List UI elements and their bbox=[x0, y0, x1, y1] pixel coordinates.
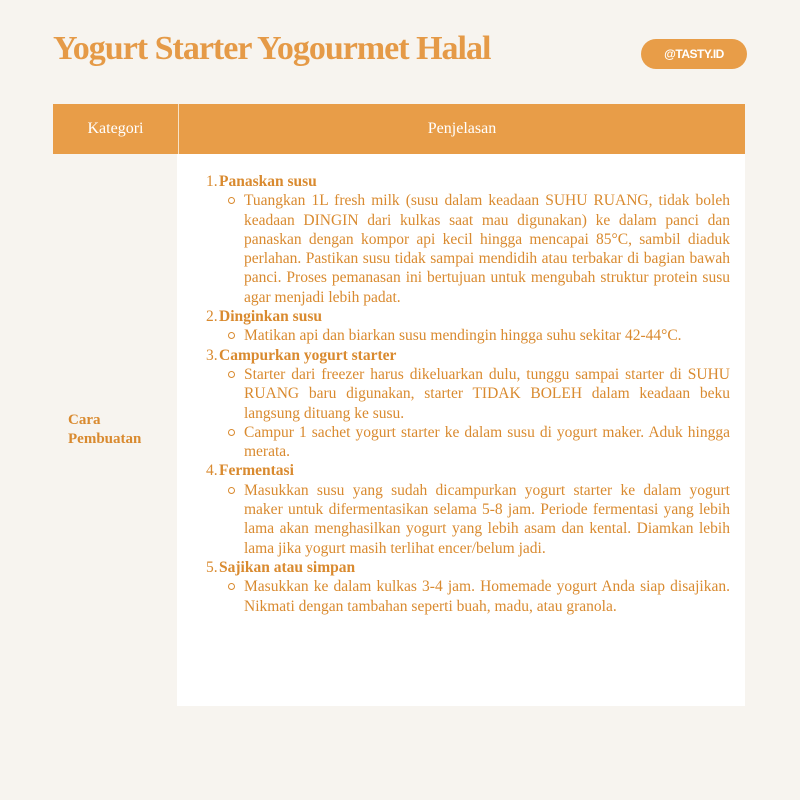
step-bullet bbox=[206, 423, 730, 462]
step-bullet bbox=[206, 481, 730, 558]
step bbox=[206, 558, 730, 616]
step-number: 2. bbox=[206, 308, 218, 326]
header-kategori: Kategori bbox=[53, 104, 179, 154]
brand-badge: @TASTY.ID bbox=[641, 39, 747, 69]
bullet-text: Masukkan susu yang sudah dicampurkan yogurt starter ke dalam yogurt maker untuk difermentasikan selama 5-8 jam. Periode fermentasi yang lebih lama akan menghasilkan yogurt yang lebih asam dan kental. Diamkan lebih lama jika yogurt masih terlihat encer/belum jadi. bbox=[244, 481, 730, 557]
step-title-text: Fermentasi bbox=[219, 462, 294, 480]
step-title-text: Dinginkan susu bbox=[219, 308, 322, 326]
step-title bbox=[206, 346, 730, 365]
step-title bbox=[206, 461, 730, 480]
table-row bbox=[53, 154, 745, 706]
bullet-text: Matikan api dan biarkan susu mendingin hingga suhu sekitar 42-44°C. bbox=[244, 327, 682, 345]
step-number: 4. bbox=[206, 462, 218, 480]
step-number: 5. bbox=[206, 558, 218, 576]
recipe-table bbox=[53, 104, 745, 706]
step bbox=[206, 461, 730, 557]
page-title: Yogurt Starter Yogourmet Halal bbox=[53, 30, 491, 67]
bullet-icon bbox=[228, 429, 235, 436]
step-title-text: Sajikan atau simpan bbox=[219, 558, 356, 576]
bullet-icon bbox=[228, 197, 235, 204]
step-number: 1. bbox=[206, 173, 218, 190]
bullet-text: Starter dari freezer harus dikeluarkan dulu, tunggu sampai starter di SUHU RUANG baru digunakan, starter TIDAK BOLEH dalam keadaan beku langsung dituang ke susu. bbox=[244, 365, 730, 422]
step-title-text: Panaskan susu bbox=[219, 173, 317, 190]
step-title bbox=[206, 307, 730, 326]
bullet-text: Masukkan ke dalam kulkas 3-4 jam. Homemade yogurt Anda siap disajikan. Nikmati dengan tambahan seperti buah, madu, atau granola. bbox=[244, 578, 730, 615]
bullet-icon bbox=[228, 583, 235, 590]
step bbox=[206, 346, 730, 462]
category-cell: Cara Pembuatan bbox=[53, 154, 178, 706]
step-number: 3. bbox=[206, 346, 218, 364]
bullet-text: Tuangkan 1L fresh milk (susu dalam keadaan SUHU RUANG, tidak boleh keadaan DINGIN dari kulkas saat mau digunakan) ke dalam panci dan panaskan dengan kompor api kecil hingga mencapai 85°C, sambil diaduk perlahan. Pastikan susu tidak sampai mendidih atau terbakar di bagian bawah panci. Proses pemanasan ini bertujuan untuk mengubah struktur protein susu agar menjadi lebih padat. bbox=[244, 192, 730, 306]
step-title bbox=[206, 558, 730, 577]
step-title bbox=[206, 172, 730, 191]
steps-cell bbox=[178, 154, 745, 706]
bullet-icon bbox=[228, 371, 235, 378]
step-bullet bbox=[206, 365, 730, 423]
step-title-text: Campurkan yogurt starter bbox=[219, 346, 397, 364]
bullet-icon bbox=[228, 487, 235, 494]
table-header bbox=[53, 104, 745, 154]
step bbox=[206, 172, 730, 307]
step-bullet bbox=[206, 191, 730, 307]
step-bullet bbox=[206, 577, 730, 616]
bullet-icon bbox=[228, 332, 235, 339]
step bbox=[206, 307, 730, 346]
header-penjelasan: Penjelasan bbox=[427, 120, 497, 137]
bullet-text: Campur 1 sachet yogurt starter ke dalam susu di yogurt maker. Aduk hingga merata. bbox=[244, 423, 730, 461]
step-bullet bbox=[206, 326, 730, 345]
